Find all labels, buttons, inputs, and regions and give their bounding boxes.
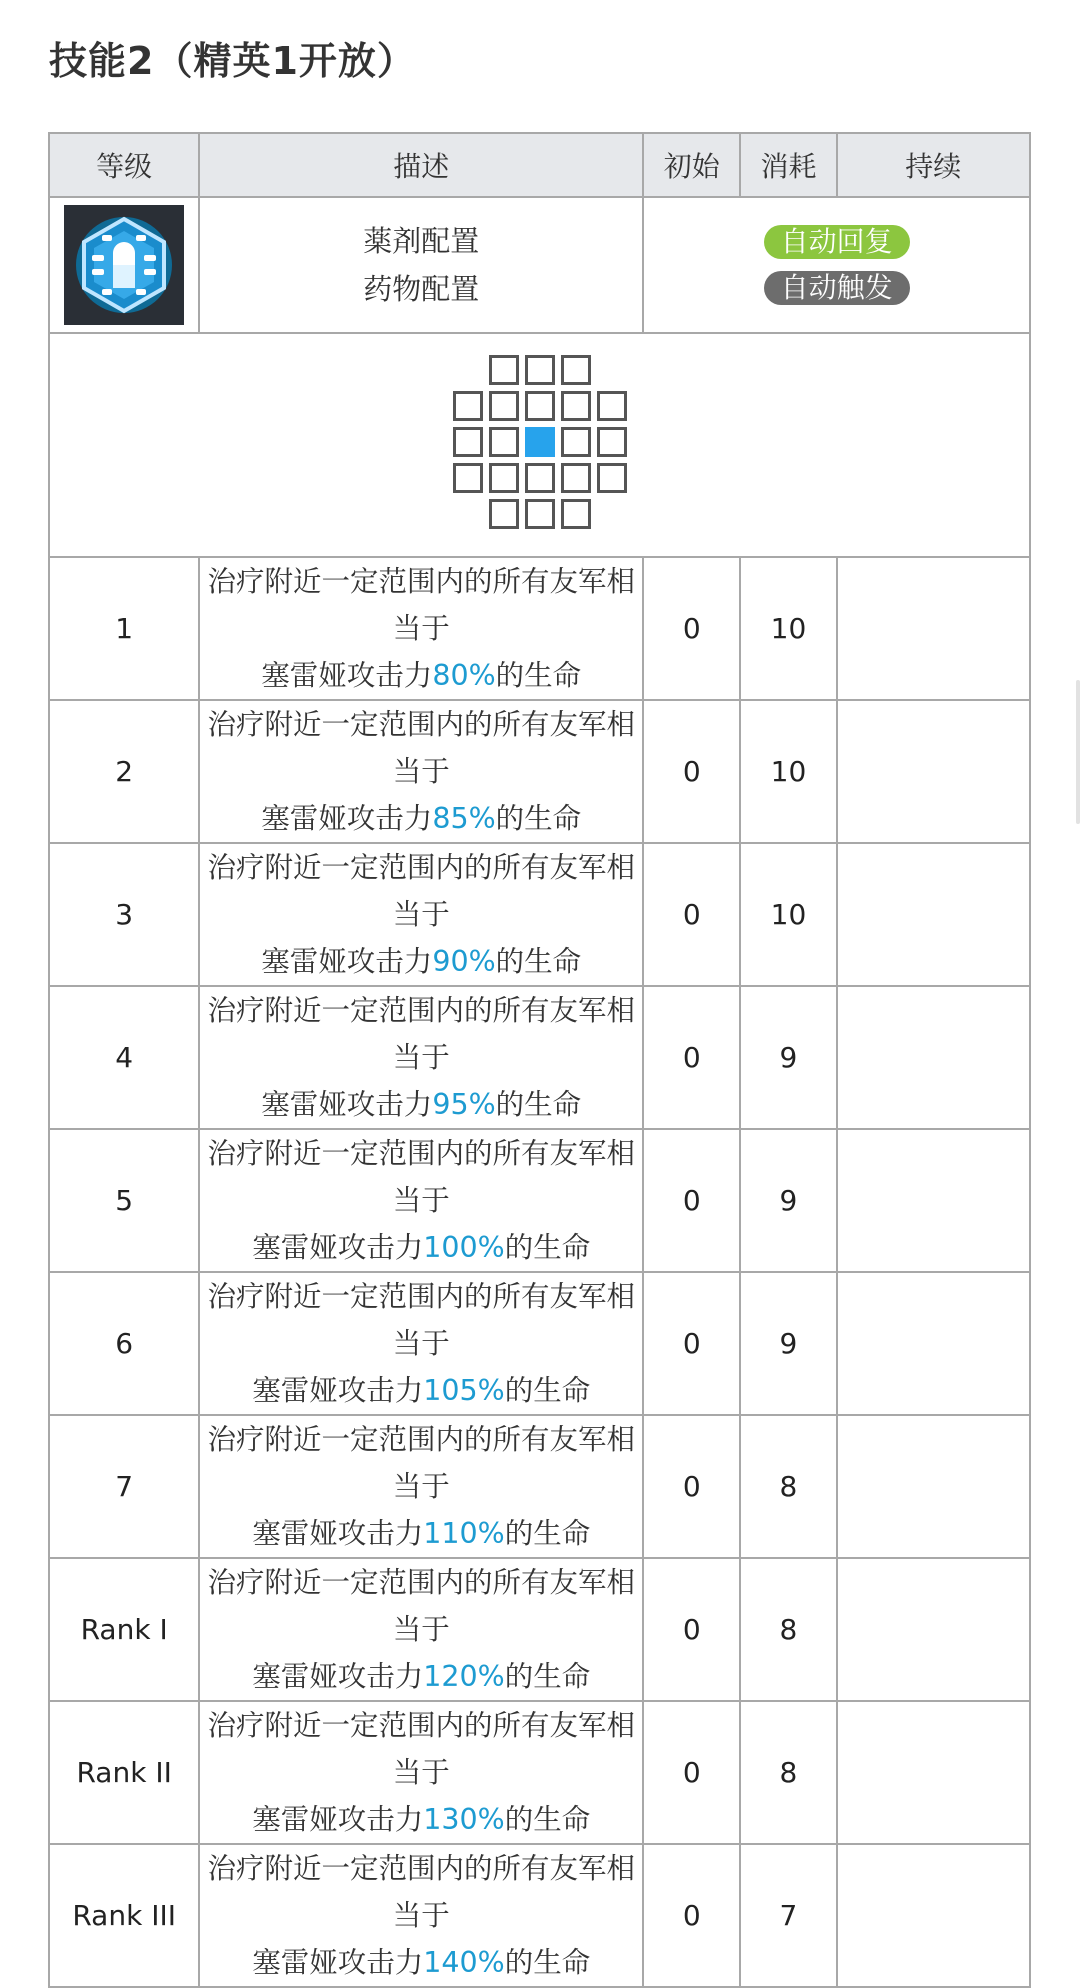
level-cell: 4	[49, 986, 199, 1129]
description-line-2: 塞雷娅攻击力	[261, 945, 433, 978]
duration-cell	[837, 1844, 1030, 1987]
heal-percent: 120%	[423, 1660, 505, 1693]
description-line-1: 治疗附近一定范围内的所有友军相当于	[207, 1709, 635, 1789]
medicine-capsule-icon	[64, 205, 184, 325]
heal-percent: 85%	[432, 802, 496, 835]
range-tile	[561, 499, 591, 529]
skill-name-cell	[199, 197, 643, 333]
level-cell: Rank III	[49, 1844, 199, 1987]
description-cell	[199, 700, 643, 843]
description-line-1: 治疗附近一定范围内的所有友军相当于	[207, 565, 635, 645]
description-line-2: 塞雷娅攻击力	[261, 802, 433, 835]
description-suffix: 的生命	[495, 802, 582, 835]
range-tile	[489, 499, 519, 529]
skill-name-cn: 药物配置	[363, 272, 480, 306]
range-tile	[489, 355, 519, 385]
description-suffix: 的生命	[504, 1803, 591, 1836]
level-rows	[49, 557, 1030, 1987]
page-title: 技能2（精英1开放）	[49, 39, 416, 83]
range-tile	[525, 463, 555, 493]
table-row	[49, 700, 1030, 843]
initial-sp-cell: 0	[643, 1415, 740, 1558]
description-suffix: 的生命	[495, 659, 582, 692]
description-cell	[199, 1129, 643, 1272]
duration-cell	[837, 1272, 1030, 1415]
description-line-1: 治疗附近一定范围内的所有友军相当于	[207, 1852, 635, 1932]
sp-cost-cell: 9	[740, 1129, 836, 1272]
heal-percent: 100%	[423, 1231, 505, 1264]
heal-percent: 110%	[423, 1517, 505, 1550]
initial-sp-cell: 0	[643, 1844, 740, 1987]
duration-cell	[837, 557, 1030, 700]
initial-sp-cell: 0	[643, 1558, 740, 1701]
description-cell	[199, 843, 643, 986]
level-cell: Rank II	[49, 1701, 199, 1844]
sp-cost-cell: 8	[740, 1415, 836, 1558]
range-tile	[453, 391, 483, 421]
operator-position-tile	[525, 427, 555, 457]
initial-sp-cell: 0	[643, 843, 740, 986]
range-tile	[597, 391, 627, 421]
table-row	[49, 1272, 1030, 1415]
range-tile	[489, 391, 519, 421]
heal-percent: 130%	[423, 1803, 505, 1836]
table-row	[49, 1701, 1030, 1844]
initial-sp-cell: 0	[643, 700, 740, 843]
sp-cost-cell: 10	[740, 843, 836, 986]
duration-cell	[837, 700, 1030, 843]
initial-sp-cell: 0	[643, 557, 740, 700]
range-tile	[561, 355, 591, 385]
description-line-1: 治疗附近一定范围内的所有友军相当于	[207, 1566, 635, 1646]
description-line-2: 塞雷娅攻击力	[252, 1231, 424, 1264]
skill-tags-cell	[643, 197, 1030, 333]
description-line-1: 治疗附近一定范围内的所有友军相当于	[207, 994, 635, 1074]
range-tile	[453, 463, 483, 493]
level-cell: 7	[49, 1415, 199, 1558]
sp-cost-cell: 10	[740, 557, 836, 700]
initial-sp-cell: 0	[643, 986, 740, 1129]
sp-cost-cell: 9	[740, 1272, 836, 1415]
table-row	[49, 843, 1030, 986]
heal-percent: 105%	[423, 1374, 505, 1407]
range-tile	[561, 391, 591, 421]
description-line-1: 治疗附近一定范围内的所有友军相当于	[207, 851, 635, 931]
duration-cell	[837, 1558, 1030, 1701]
table-row	[49, 1844, 1030, 1987]
header-duration: 持续	[837, 133, 1030, 197]
sp-cost-cell: 10	[740, 700, 836, 843]
description-suffix: 的生命	[504, 1231, 591, 1264]
level-cell: 1	[49, 557, 199, 700]
description-suffix: 的生命	[504, 1660, 591, 1693]
range-tile	[561, 463, 591, 493]
description-cell	[199, 1272, 643, 1415]
range-tile	[489, 427, 519, 457]
description-line-2: 塞雷娅攻击力	[252, 1803, 424, 1836]
level-cell: 6	[49, 1272, 199, 1415]
level-table-header	[49, 133, 1030, 197]
description-suffix: 的生命	[495, 945, 582, 978]
description-cell	[199, 1415, 643, 1558]
skill-name-jp: 薬剤配置	[363, 224, 480, 258]
header-initial: 初始	[643, 133, 740, 197]
description-suffix: 的生命	[504, 1517, 591, 1550]
table-row	[49, 1129, 1030, 1272]
range-tile	[489, 463, 519, 493]
description-line-2: 塞雷娅攻击力	[252, 1660, 424, 1693]
skill-table	[48, 132, 1031, 1988]
skill-icon-cell	[49, 197, 199, 333]
duration-cell	[837, 986, 1030, 1129]
level-cell: 5	[49, 1129, 199, 1272]
description-suffix: 的生命	[504, 1374, 591, 1407]
range-tile	[525, 355, 555, 385]
table-row	[49, 1415, 1030, 1558]
duration-cell	[837, 843, 1030, 986]
description-line-2: 塞雷娅攻击力	[252, 1374, 424, 1407]
sp-cost-cell: 8	[740, 1558, 836, 1701]
header-level: 等级	[49, 133, 199, 197]
level-cell: 3	[49, 843, 199, 986]
description-line-2: 塞雷娅攻击力	[261, 1088, 433, 1121]
sp-cost-cell: 8	[740, 1701, 836, 1844]
description-cell	[199, 986, 643, 1129]
description-line-1: 治疗附近一定范围内的所有友军相当于	[207, 1280, 635, 1360]
scrollbar[interactable]	[1076, 680, 1080, 824]
range-tile	[525, 499, 555, 529]
heal-percent: 95%	[432, 1088, 496, 1121]
heal-percent: 140%	[423, 1946, 505, 1979]
trigger-tag: 自动触发	[764, 271, 910, 305]
attack-range-cell	[49, 333, 1030, 557]
header-cost: 消耗	[740, 133, 836, 197]
heal-percent: 90%	[432, 945, 496, 978]
description-line-2: 塞雷娅攻击力	[252, 1517, 424, 1550]
duration-cell	[837, 1415, 1030, 1558]
description-cell	[199, 1844, 643, 1987]
description-line-1: 治疗附近一定范围内的所有友军相当于	[207, 1137, 635, 1217]
description-line-1: 治疗附近一定范围内的所有友军相当于	[207, 1423, 635, 1503]
range-tile	[597, 427, 627, 457]
skill-header	[49, 197, 1030, 557]
range-tile	[525, 391, 555, 421]
sp-cost-cell: 7	[740, 1844, 836, 1987]
table-row	[49, 557, 1030, 700]
table-row	[49, 986, 1030, 1129]
level-cell: 2	[49, 700, 199, 843]
range-tile	[453, 427, 483, 457]
heal-percent: 80%	[432, 659, 496, 692]
description-cell	[199, 1558, 643, 1701]
table-row	[49, 1558, 1030, 1701]
description-cell	[199, 1701, 643, 1844]
duration-cell	[837, 1701, 1030, 1844]
initial-sp-cell: 0	[643, 1701, 740, 1844]
duration-cell	[837, 1129, 1030, 1272]
initial-sp-cell: 0	[643, 1129, 740, 1272]
initial-sp-cell: 0	[643, 1272, 740, 1415]
description-suffix: 的生命	[504, 1946, 591, 1979]
description-line-1: 治疗附近一定范围内的所有友军相当于	[207, 708, 635, 788]
header-description: 描述	[199, 133, 643, 197]
attack-range-grid	[440, 345, 640, 545]
range-tile	[561, 427, 591, 457]
sp-recovery-tag: 自动回复	[764, 225, 910, 259]
description-cell	[199, 557, 643, 700]
level-cell: Rank I	[49, 1558, 199, 1701]
range-tile	[597, 463, 627, 493]
description-suffix: 的生命	[495, 1088, 582, 1121]
description-line-2: 塞雷娅攻击力	[261, 659, 433, 692]
description-line-2: 塞雷娅攻击力	[252, 1946, 424, 1979]
sp-cost-cell: 9	[740, 986, 836, 1129]
